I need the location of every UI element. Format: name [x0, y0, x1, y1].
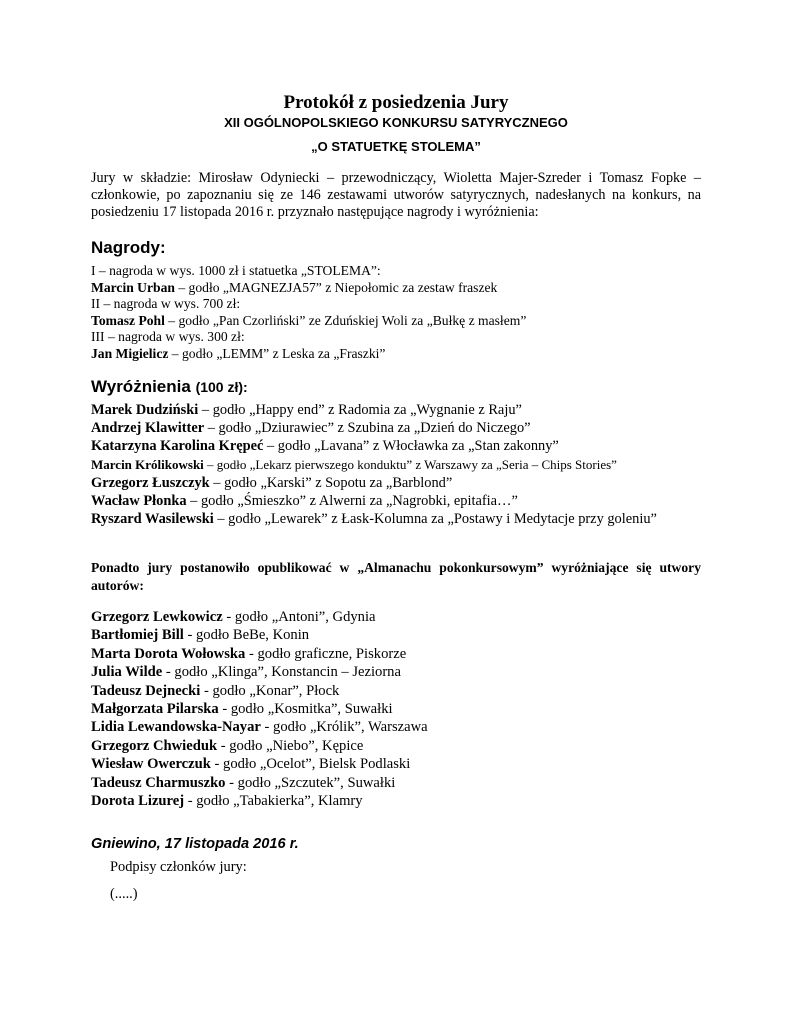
author-line: Tadeusz Dejnecki - godło „Konar”, Płock: [91, 682, 340, 699]
wyroznienie-line: Marek Dudziński – godło „Happy end” z Radomia za „Wygnanie z Raju”: [91, 402, 522, 418]
wyroznienie-line: Marcin Królikowski – godło „Lekarz pierwszego konduktu” z Warszawy za „Seria – Chips Stories”: [91, 456, 617, 472]
nagrody-line: III – nagroda w wys. 300 zł:: [91, 329, 245, 344]
wyroznienie-line: Ryszard Wasilewski – godło „Lewarek” z Łask-Kolumna za „Postawy i Medytacje przy goleniu”: [91, 511, 657, 528]
signatures-label: Podpisy członków jury:: [110, 859, 247, 875]
wyroznienia-heading: Wyróżnienia (100 zł):: [91, 377, 248, 396]
author-line: Lidia Lewandowska-Nayar - godło „Królik”, Warszawa: [91, 719, 428, 736]
author-line: Grzegorz Lewkowicz - godło „Antoni”, Gdynia: [91, 609, 376, 625]
authors-list: [91, 608, 701, 810]
nagrody-list: [91, 263, 701, 362]
signatures-placeholder: (.....): [110, 886, 138, 902]
almanach-paragraph: Ponadto jury postanowiło opublikować w „Almanachu pokonkursowym” wyróżniające się utwory autorów:: [91, 560, 701, 593]
nagrody-line: Tomasz Pohl – godło „Pan Czorliński” ze Zduńskiej Woli za „Bułkę z masłem”: [91, 312, 527, 328]
author-line: Dorota Lizurej - godło „Tabakierka”, Klamry: [91, 793, 363, 810]
author-line: Tadeusz Charmuszko - godło „Szczutek”, Suwałki: [91, 774, 396, 791]
nagrody-line: Marcin Urban – godło „MAGNEZJA57” z Niepołomic za zestaw fraszek: [91, 279, 498, 295]
document-title: Protokół z posiedzenia Jury: [283, 92, 509, 113]
author-line: Bartłomiej Bill - godło BeBe, Konin: [91, 627, 310, 644]
place-date: Gniewino, 17 listopada 2016 r.: [91, 836, 299, 852]
wyroznienie-line: Katarzyna Karolina Krępeć – godło „Lavana” z Włocławka za „Stan zakonny”: [91, 438, 559, 455]
document-subtitle-award: „O STATUETKĘ STOLEMA”: [311, 139, 481, 154]
wyroznienia-list: [91, 401, 701, 528]
wyroznienie-line: Andrzej Klawitter – godło „Dziurawiec” z Szubina za „Dzień do Niczego”: [91, 420, 531, 437]
nagrody-line: II – nagroda w wys. 700 zł:: [91, 296, 241, 311]
author-line: Julia Wilde - godło „Klinga”, Konstancin – Jeziorna: [91, 664, 401, 681]
author-line: Marta Dorota Wołowska - godło graficzne, Piskorze: [91, 645, 407, 662]
author-line: Wiesław Owerczuk - godło „Ocelot”, Bielsk Podlaski: [91, 756, 411, 773]
intro-paragraph: Jury w składzie: Mirosław Odyniecki – przewodniczący, Wioletta Majer-Szreder i Tomasz Fopke – członkowie, po zapoznaniu się ze 146 zestawami utworów satyrycznych, nadesłanych na konkurs, na posiedzeniu 17 listopada 2016 r. przyznało następujące nagrody i wyróżnienia:: [91, 170, 701, 220]
nagrody-line: Jan Migielicz – godło „LEMM” z Leska za „Fraszki”: [91, 345, 386, 361]
document-subtitle: XII OGÓLNOPOLSKIEGO KONKURSU SATYRYCZNEGO: [224, 115, 568, 130]
nagrody-line: I – nagroda w wys. 1000 zł i statuetka „STOLEMA”:: [91, 263, 381, 278]
nagrody-heading: Nagrody:: [91, 238, 166, 257]
author-line: Grzegorz Chwieduk - godło „Niebo”, Kępice: [91, 737, 364, 754]
wyroznienie-line: Grzegorz Łuszczyk – godło „Karski” z Sopotu za „Barblond”: [91, 474, 453, 491]
wyroznienie-line: Wacław Płonka – godło „Śmieszko” z Alwerni za „Nagrobki, epitafia…”: [91, 493, 518, 510]
author-line: Małgorzata Pilarska - godło „Kosmitka”, Suwałki: [91, 701, 393, 718]
